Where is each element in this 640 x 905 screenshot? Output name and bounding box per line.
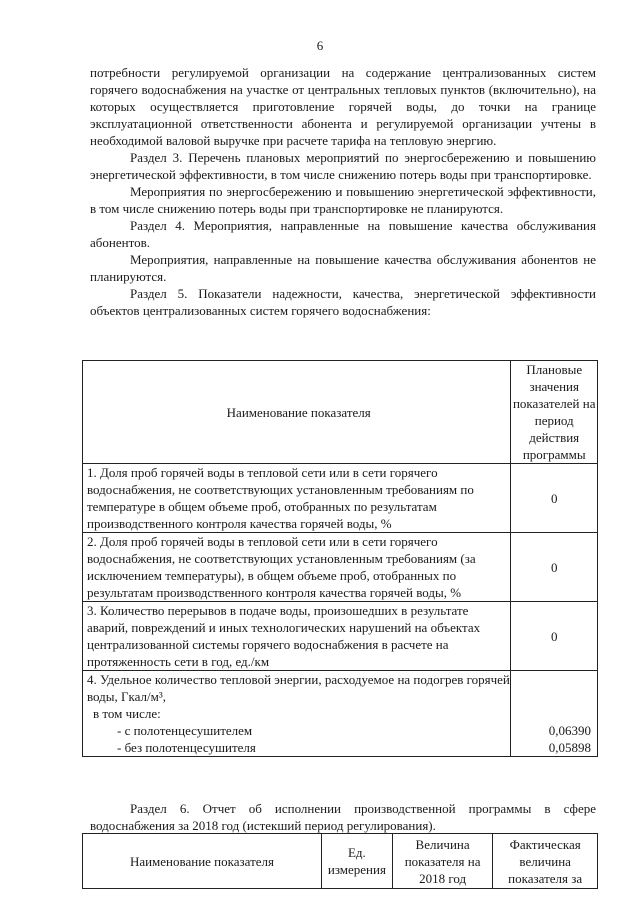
- row4-sub1-value: 0,06390: [548, 723, 591, 738]
- document-body: [90, 64, 596, 319]
- indicator-name: 1. Доля проб горячей воды в тепловой сети или в сети горячего водоснабжения, не соответствующих установленным требованиям по температуре в общем объеме проб, отобранных по результатам производственного контроля качества горячей воды, %: [83, 464, 511, 533]
- row4-sub1-label: - с полотенцесушителем: [117, 723, 253, 738]
- section-6: [90, 800, 596, 834]
- header-planned-values: Плановые значения показателей на период действия программы: [512, 362, 596, 462]
- report-col-name: Наименование показателя: [83, 834, 322, 889]
- section-3-text: Мероприятия по энергосбережению и повышению энергетической эффективности, в том числе снижению потерь воды при транспортировке не планируются.: [90, 184, 596, 216]
- report-table: [82, 833, 598, 889]
- indicator-value: 0: [511, 602, 598, 671]
- indicator-name-heat-energy: [83, 671, 511, 757]
- row4-title: 4. Удельное количество тепловой энергии, расходуемое на подогрев горячей воды, Гкал/м³,: [87, 672, 510, 704]
- row4-sub2-value: 0,05898: [548, 740, 591, 755]
- section-3-heading: Раздел 3. Перечень плановых мероприятий по энергосбережению и повышению энергетической эффективности, в том числе снижению потерь воды при транспортировке.: [90, 150, 596, 182]
- indicators-table: [82, 360, 598, 757]
- paragraph-continuation: потребности регулируемой организации на содержание централизованных систем горячего водоснабжения на участке от центральных тепловых пунктов (включительно), на которых осуществляется приготовление горячей воды, до точки на границе эксплуатационной ответственности абонента и регулируемой организации учтены в необходимой валовой выручке при расчете тарифа на тепловую энергию.: [90, 65, 596, 148]
- indicator-name: 3. Количество перерывов в подаче воды, произошедших в результате аварий, повреждений и иных технологических нарушений на объектах централизованной системы горячего водоснабжения в расчете на протяженность сети в год, ед./км: [83, 602, 511, 671]
- report-col-plan-2018: Величина показателя на 2018 год: [392, 834, 493, 889]
- row4-sub2-label: - без полотенцесушителя: [117, 740, 256, 755]
- report-col-unit: Ед. измерения: [321, 834, 392, 889]
- table-row: [83, 602, 598, 671]
- table-row: [83, 533, 598, 602]
- report-col-actual: Фактическая величина показателя за: [493, 834, 598, 889]
- indicator-value-heat-energy: [511, 671, 598, 757]
- table-header-row: [83, 361, 598, 464]
- section-4-heading: Раздел 4. Мероприятия, направленные на повышение качества обслуживания абонентов.: [90, 218, 596, 250]
- indicator-name: 2. Доля проб горячей воды в тепловой сети или в сети горячего водоснабжения, не соответствующих установленным требованиям (за исключением температуры), в общем объеме проб, отобранных по результатам производственного контроля качества горячей воды, %: [83, 533, 511, 602]
- table-row: [83, 464, 598, 533]
- table-row: [83, 671, 598, 757]
- indicator-value: 0: [511, 464, 598, 533]
- report-header-row: [83, 834, 598, 889]
- row4-including: в том числе:: [93, 706, 161, 721]
- section-5-heading: Раздел 5. Показатели надежности, качества, энергетической эффективности объектов централизованных систем горячего водоснабжения:: [90, 286, 596, 318]
- section-4-text: Мероприятия, направленные на повышение качества обслуживания абонентов не планируются.: [90, 252, 596, 284]
- page-number: 6: [316, 38, 324, 53]
- indicator-value: 0: [511, 533, 598, 602]
- header-indicator-name: Наименование показателя: [83, 361, 511, 464]
- section-6-heading: Раздел 6. Отчет об исполнении производственной программы в сфере водоснабжения за 2018 год (истекший период регулирования).: [90, 801, 596, 833]
